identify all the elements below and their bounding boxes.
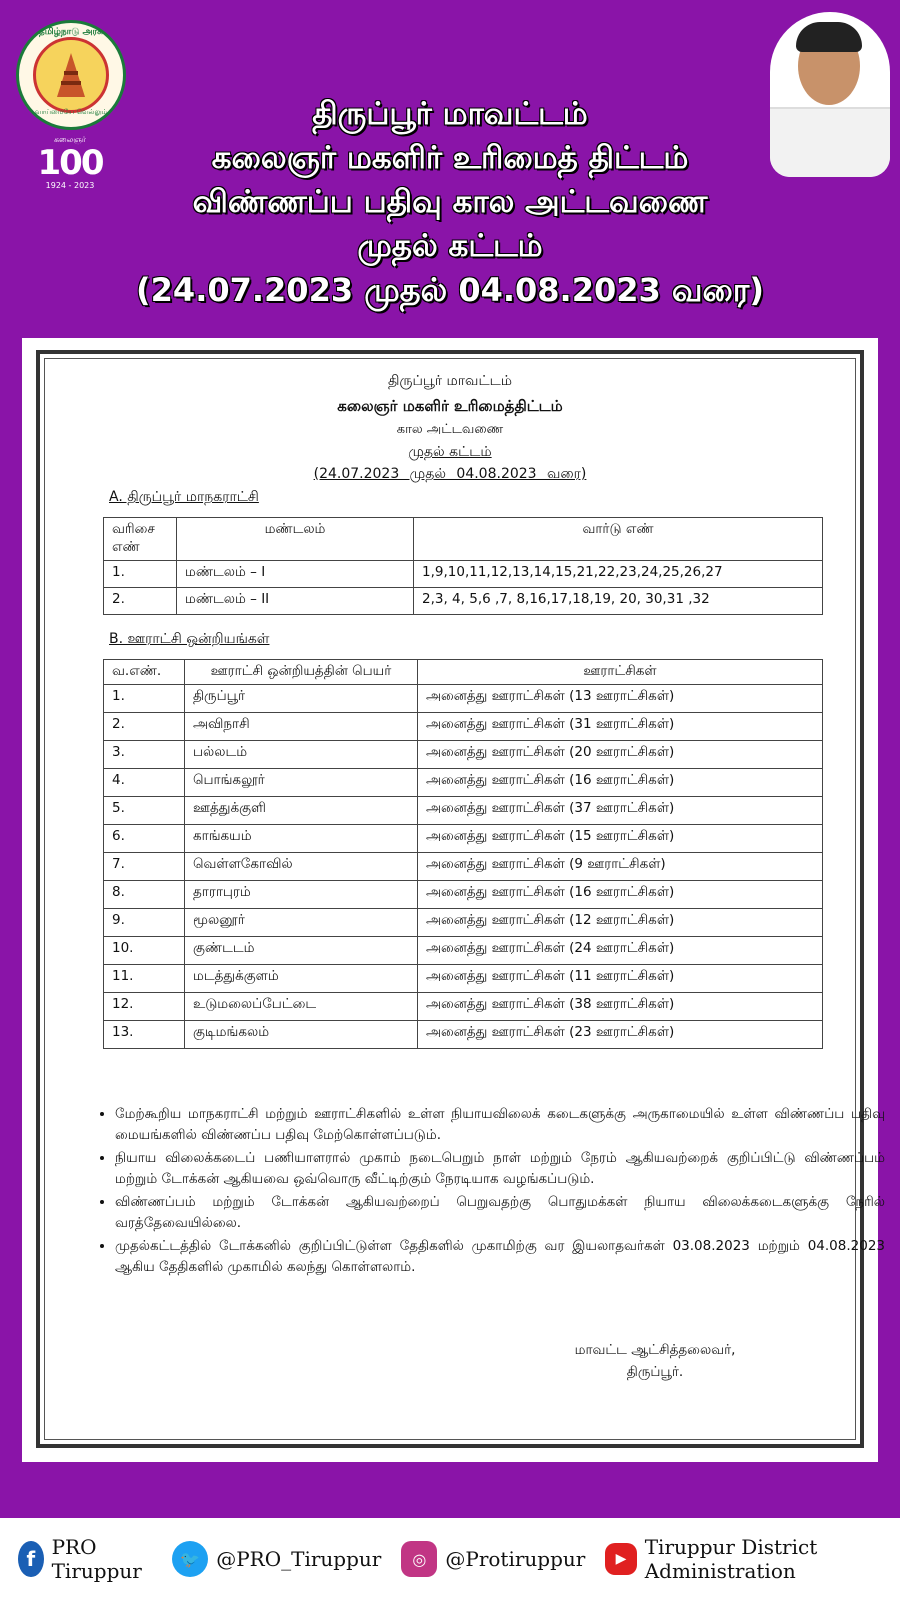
cell-panchayats: அனைத்து ஊராட்சிகள் (15 ஊராட்சிகள்)	[418, 825, 823, 853]
title-line-dates: (24.07.2023 முதல் 04.08.2023 வரை)	[136, 271, 764, 309]
title-line-phase: முதல் கட்டம்	[357, 228, 543, 264]
doc-district: திருப்பூர் மாவட்டம்	[388, 373, 512, 389]
note-item: • முதல்கட்டத்தில் டோக்கனில் குறிப்பிட்டுள்ள தேதிகளில் முகாமிற்கு வர இயலாதவர்கள் 03.08.2023 மற்றும் 04.08.2023 ஆகிய தேதிகளில் முகாமில் கலந்து கொள்ளலாம்.	[115, 1236, 885, 1278]
cell-serial: 1.	[104, 561, 177, 588]
emblem-motto: வாய்மையே வெல்லும்	[34, 108, 108, 116]
table-row	[104, 588, 823, 615]
doc-phase: முதல் கட்டம்	[408, 444, 492, 460]
cell-union-name: மூலனூர்	[185, 909, 418, 937]
table-row	[104, 993, 823, 1021]
note-item: • விண்ணப்பம் மற்றும் டோக்கன் ஆகியவற்றைப் பெறுவதற்கு பொதுமக்கள் நியாய விலைக்கடைகளுக்கு நேரில் வரத்தேவையில்லை.	[115, 1192, 885, 1234]
panchayat-union-table	[103, 659, 823, 1049]
cell-serial: 9.	[104, 909, 185, 937]
cell-serial: 1.	[104, 685, 185, 713]
cell-union-name: பொங்கலூர்	[185, 769, 418, 797]
instagram-icon: ◎	[401, 1541, 437, 1577]
section-b-title: B. ஊராட்சி ஒன்றியங்கள்	[109, 631, 270, 647]
title-line-scheme: கலைஞர் மகளிர் உரிமைத் திட்டம்	[211, 140, 689, 176]
cell-union-name: பல்லடம்	[185, 741, 418, 769]
table-row	[104, 797, 823, 825]
table-row	[104, 1021, 823, 1049]
cell-wards: 1,9,10,11,12,13,14,15,21,22,23,24,25,26,27	[414, 561, 823, 588]
cell-serial: 12.	[104, 993, 185, 1021]
cell-serial: 6.	[104, 825, 185, 853]
table-row	[104, 741, 823, 769]
cell-union-name: அவிநாசி	[185, 713, 418, 741]
table-row	[104, 685, 823, 713]
cell-panchayats: அனைத்து ஊராட்சிகள் (37 ஊராட்சிகள்)	[418, 797, 823, 825]
table-header-row	[104, 518, 823, 561]
title-line-district: திருப்பூர் மாவட்டம்	[312, 96, 588, 132]
youtube-icon: ▶	[605, 1543, 636, 1575]
signature-block	[545, 1339, 765, 1383]
cell-panchayats: அனைத்து ஊராட்சிகள் (31 ஊராட்சிகள்)	[418, 713, 823, 741]
poster-title	[50, 92, 850, 312]
cell-serial: 11.	[104, 965, 185, 993]
cell-panchayats: அனைத்து ஊராட்சிகள் (9 ஊராட்சிகள்)	[418, 853, 823, 881]
cell-serial: 3.	[104, 741, 185, 769]
cell-union-name: குண்டடம்	[185, 937, 418, 965]
instagram-handle: @Protiruppur	[445, 1547, 586, 1571]
cell-panchayats: அனைத்து ஊராட்சிகள் (12 ஊராட்சிகள்)	[418, 909, 823, 937]
schedule-document	[22, 338, 885, 1462]
cell-panchayats: அனைத்து ஊராட்சிகள் (23 ஊராட்சிகள்)	[418, 1021, 823, 1049]
cell-serial: 13.	[104, 1021, 185, 1049]
centenary-number: 100	[37, 143, 103, 183]
note-item: • மேற்கூறிய மாநகராட்சி மற்றும் ஊராட்சிகளில் உள்ள நியாயவிலைக் கடைகளுக்கு அருகாமையில் உள்ள விண்ணப்ப பதிவு மையங்களில் விண்ணப்ப பதிவு மேற்கொள்ளப்படும்.	[115, 1104, 885, 1146]
section-a-title: A. திருப்பூர் மாநகராட்சி	[109, 489, 259, 505]
twitter-handle: @PRO_Tiruppur	[216, 1547, 382, 1571]
signatory-place: திருப்பூர்.	[626, 1364, 684, 1380]
centenary-years: 1924 - 2023	[45, 181, 95, 190]
document-border	[36, 350, 885, 1448]
cell-panchayats: அனைத்து ஊராட்சிகள் (11 ஊராட்சிகள்)	[418, 965, 823, 993]
cell-zone: மண்டலம் – II	[177, 588, 414, 615]
title-line-schedule: விண்ணப்ப பதிவு கால அட்டவணை	[192, 184, 708, 220]
cell-panchayats: அனைத்து ஊராட்சிகள் (24 ஊராட்சிகள்)	[418, 937, 823, 965]
youtube-link[interactable]	[605, 1535, 880, 1583]
cell-panchayats: அனைத்து ஊராட்சிகள் (16 ஊராட்சிகள்)	[418, 769, 823, 797]
centenary-caption: கலைஞர்	[53, 135, 87, 144]
cell-zone: மண்டலம் – I	[177, 561, 414, 588]
facebook-link[interactable]	[18, 1535, 152, 1583]
table-row	[104, 561, 823, 588]
doc-scheme: கலைஞர் மகளிர் உரிமைத்திட்டம்	[337, 397, 563, 415]
table-row	[104, 937, 823, 965]
doc-schedule: கால அட்டவணை	[396, 422, 504, 437]
corporation-zone-table	[103, 517, 823, 615]
notes-list	[95, 1104, 885, 1280]
cell-wards: 2,3, 4, 5,6 ,7, 8,16,17,18,19, 20, 30,31 ,32	[414, 588, 823, 615]
cell-union-name: குடிமங்கலம்	[185, 1021, 418, 1049]
cell-serial: 10.	[104, 937, 185, 965]
table-row	[104, 965, 823, 993]
header	[0, 0, 900, 340]
cell-serial: 8.	[104, 881, 185, 909]
cell-panchayats: அனைத்து ஊராட்சிகள் (16 ஊராட்சிகள்)	[418, 881, 823, 909]
cell-union-name: உடுமலைப்பேட்டை	[185, 993, 418, 1021]
table-row	[104, 853, 823, 881]
table-row	[104, 769, 823, 797]
table-header-row	[104, 660, 823, 685]
cell-panchayats: அனைத்து ஊராட்சிகள் (20 ஊராட்சிகள்)	[418, 741, 823, 769]
col-header-ward: வார்டு எண்	[414, 518, 823, 561]
note-item: • நியாய விலைக்கடைப் பணியாளரால் முகாம் நடைபெறும் நாள் மற்றும் நேரம் ஆகியவற்றைக் குறிப்பிட்டு விண்ணப்பம் மற்றும் டோக்கன் ஆகியவை ஒவ்வொரு வீட்டிற்கும் நேரடியாக வழங்கப்படும்.	[115, 1148, 885, 1190]
cell-panchayats: அனைத்து ஊராட்சிகள் (13 ஊராட்சிகள்)	[418, 685, 823, 713]
twitter-icon: 🐦	[172, 1541, 208, 1577]
document-heading	[45, 369, 855, 485]
cell-union-name: மடத்துக்குளம்	[185, 965, 418, 993]
table-row	[104, 825, 823, 853]
table-row	[104, 909, 823, 937]
cell-union-name: ஊத்துக்குளி	[185, 797, 418, 825]
col-header-union-name: ஊராட்சி ஒன்றியத்தின் பெயர்	[185, 660, 418, 685]
twitter-link[interactable]	[172, 1541, 381, 1577]
cell-serial: 2.	[104, 588, 177, 615]
cell-union-name: வெள்ளகோவில்	[185, 853, 418, 881]
doc-date-range: (24.07.2023 முதல் 04.08.2023 வரை)	[313, 466, 587, 482]
col-header-panchayats: ஊராட்சிகள்	[418, 660, 823, 685]
facebook-icon: f	[18, 1541, 44, 1577]
col-header-serial: வ.எண்.	[104, 660, 185, 685]
col-header-zone: மண்டலம்	[177, 518, 414, 561]
youtube-channel: Tiruppur District Administration	[644, 1535, 818, 1583]
col-header-serial: வரிசை எண்	[104, 518, 177, 561]
cell-union-name: திருப்பூர்	[185, 685, 418, 713]
cell-serial: 2.	[104, 713, 185, 741]
emblem-text: தமிழ்நாடு அரசு	[38, 27, 104, 37]
cell-serial: 7.	[104, 853, 185, 881]
table-row	[104, 713, 823, 741]
cell-union-name: தாராபுரம்	[185, 881, 418, 909]
cell-serial: 5.	[104, 797, 185, 825]
cell-union-name: காங்கயம்	[185, 825, 418, 853]
table-row	[104, 881, 823, 909]
cell-panchayats: அனைத்து ஊராட்சிகள் (38 ஊராட்சிகள்)	[418, 993, 823, 1021]
instagram-link[interactable]	[401, 1541, 585, 1577]
signatory-title: மாவட்ட ஆட்சித்தலைவர்,	[574, 1342, 736, 1358]
social-footer	[0, 1518, 900, 1600]
facebook-handle: PRO Tiruppur	[51, 1535, 142, 1583]
cell-serial: 4.	[104, 769, 185, 797]
